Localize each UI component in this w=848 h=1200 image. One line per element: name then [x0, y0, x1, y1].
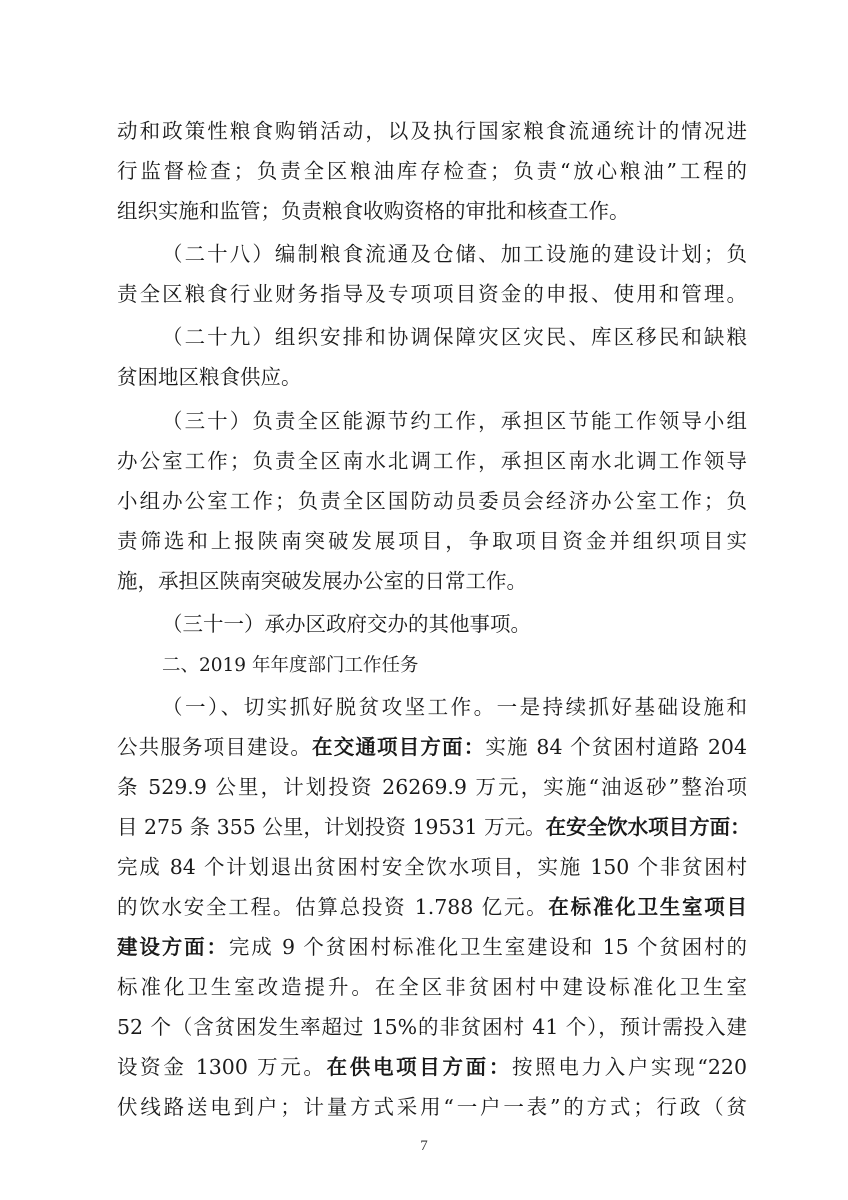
text-line — [117, 973, 747, 1001]
text-line — [117, 773, 747, 801]
text-line — [117, 1053, 747, 1081]
text-line — [117, 893, 747, 921]
text-run: 完成 84 个计划退出贫困村安全饮水项目，实施 150 个非贫困村 — [117, 855, 747, 879]
text-line — [117, 853, 747, 881]
bold-text-run: 在标准化卫生室项目 — [548, 895, 747, 919]
paragraph-start-line — [162, 323, 747, 351]
text-run: 52 个（含贫困发生率超过 15%的非贫困村 41 个），预计需投入建 — [117, 1015, 747, 1039]
text-run: （一）、切实抓好脱贫攻坚工作。一是持续抓好基础设施和 — [162, 695, 747, 719]
text-run: 的饮水安全工程。估算总投资 1.788 亿元。 — [117, 895, 549, 919]
text-run: 行监督检查；负责全区粮油库存检查；负责“放心粮油”工程的 — [117, 159, 747, 183]
page-number: 7 — [420, 1138, 428, 1154]
text-run: 动和政策性粮食购销活动，以及执行国家粮食流通统计的情况进 — [117, 119, 747, 143]
text-line — [117, 1013, 747, 1041]
text-run: 按照电力入户实现“220 — [512, 1055, 747, 1079]
paragraph-start-line — [162, 610, 747, 638]
paragraph-start-line — [162, 693, 747, 721]
paragraph-start-line — [162, 240, 747, 268]
text-run: 完成 9 个贫困村标准化卫生室建设和 15 个贫困村的 — [228, 935, 747, 959]
text-run: 小组办公室工作；负责全区国防动员委员会经济办公室工作；负 — [117, 489, 747, 513]
bold-text-run: 在交通项目方面： — [312, 735, 486, 759]
text-run: （三十一）承办区政府交办的其他事项。 — [162, 612, 531, 636]
text-line — [117, 933, 747, 961]
text-run: 责全区粮食行业财务指导及专项项目资金的申报、使用和管理。 — [117, 282, 747, 306]
text-line — [117, 157, 747, 185]
text-line — [117, 363, 747, 391]
text-run: 设资金 1300 万元。 — [117, 1055, 327, 1079]
text-line — [117, 197, 747, 225]
bold-text-run: 在供电项目方面： — [326, 1055, 512, 1079]
bold-text-run: 在安全饮水项目方面： — [545, 815, 751, 839]
text-run: 贫困地区粮食供应。 — [117, 365, 302, 389]
text-run: （三十）负责全区能源节约工作，承担区节能工作领导小组 — [162, 409, 747, 433]
text-line — [117, 1093, 747, 1121]
text-line — [117, 117, 747, 145]
text-run: （二十八）编制粮食流通及仓储、加工设施的建设计划；负 — [162, 242, 747, 266]
text-run: 公共服务项目建设。 — [117, 735, 313, 759]
text-line — [117, 447, 747, 475]
text-run: 实施 84 个贫困村道路 204 — [485, 735, 748, 759]
text-line — [117, 527, 747, 555]
text-run: 办公室工作；负责全区南水北调工作，承担区南水北调工作领导 — [117, 449, 747, 473]
text-run: 组织实施和监管；负责粮食收购资格的审批和核查工作。 — [117, 199, 630, 223]
text-line — [117, 813, 751, 841]
text-run: 标准化卫生室改造提升。在全区非贫困村中建设标准化卫生室 — [117, 975, 747, 999]
text-run: （二十九）组织安排和协调保障灾区灾民、库区移民和缺粮 — [162, 325, 747, 349]
text-line — [117, 567, 747, 595]
text-line — [117, 733, 747, 761]
text-run: 伏线路送电到户；计量方式采用“一户一表”的方式；行政（贫 — [117, 1095, 747, 1119]
text-run: 条 529.9 公里，计划投资 26269.9 万元，实施“油返砂”整治项 — [117, 775, 747, 799]
section-heading — [162, 652, 418, 680]
bold-text-run: 建设方面： — [117, 935, 229, 959]
paragraph-start-line — [162, 407, 747, 435]
text-line — [117, 487, 747, 515]
text-run: 目 275 条 355 公里，计划投资 19531 万元。 — [117, 815, 546, 839]
text-line — [117, 280, 747, 308]
text-run: 责筛选和上报陕南突破发展项目，争取项目资金并组织项目实 — [117, 529, 747, 553]
text-run: 施，承担区陕南突破发展办公室的日常工作。 — [117, 569, 527, 593]
text-run: 二、2019 年年度部门工作任务 — [162, 655, 419, 676]
